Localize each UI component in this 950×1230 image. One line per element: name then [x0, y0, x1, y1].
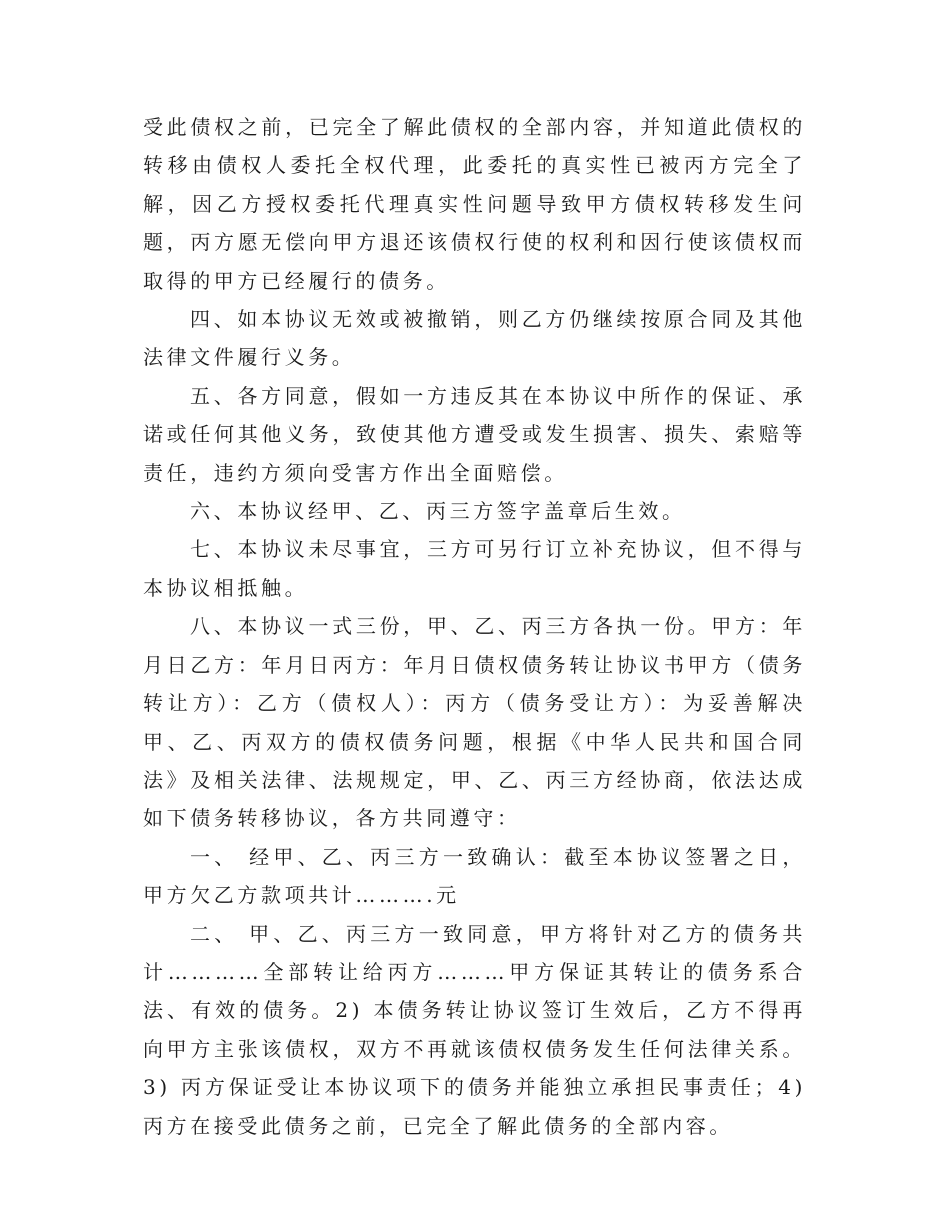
paragraph-clause-7: 七、本协议未尽事宜，三方可另行订立补充协议，但不得与本协议相抵触。 [143, 537, 806, 600]
paragraph-clause-8: 八、本协议一式三份，甲、乙、丙三方各执一份。甲方：年月日乙方：年月日丙方：年月日债权债务转让协议书甲方（债务转让方）：乙方（债权人）：丙方（债务受让方）：为妥善解决甲、乙、丙双方的债权债务问题，根据《中华人民共和国合同法》及相关法律、法规规定，甲、乙、丙三方经协商，依法达成如下债务转移协议，各方共同遵守： [143, 614, 806, 831]
paragraph-clause-4: 四、如本协议无效或被撤销，则乙方仍继续按原合同及其他法律文件履行义务。 [143, 307, 806, 370]
document-body [143, 108, 806, 1145]
paragraph-clause-6: 六、本协议经甲、乙、丙三方签字盖章后生效。 [190, 499, 686, 524]
paragraph-clause-5: 五、各方同意，假如一方违反其在本协议中所作的保证、承诺或任何其他义务，致使其他方遭受或发生损害、损失、索赔等责任，违约方须向受害方作出全面赔偿。 [143, 383, 806, 485]
paragraph-continuation: 受此债权之前，已完全了解此债权的全部内容，并知道此债权的转移由债权人委托全权代理，此委托的真实性已被丙方完全了解，因乙方授权委托代理真实性问题导致甲方债权转移发生问题，丙方愿无偿向甲方退还该债权行使的权利和因行使该债权而取得的甲方已经履行的债务。 [143, 115, 806, 293]
paragraph-item-1: 一、 经甲、乙、丙三方一致确认：截至本协议签署之日，甲方欠乙方款项共计……….元 [143, 844, 806, 908]
paragraph-item-2: 二、 甲、乙、丙三方一致同意，甲方将针对乙方的债务共计…………全部转让给丙方………甲方保证其转让的债务系合法、有效的债务。2) 本债务转让协议签订生效后，乙方不得再向甲方主张该债权，双方不再就该债权债务发生任何法律关系。3) 丙方保证受让本协议项下的债务并能独立承担民事责任；4) 丙方在接受此债务之前，已完全了解此债务的全部内容。 [143, 921, 806, 1138]
